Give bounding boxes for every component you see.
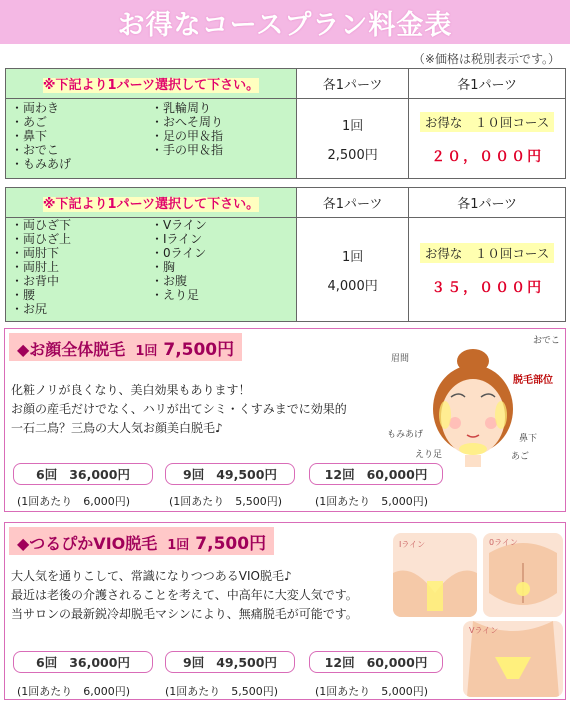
part-item: ・手の甲＆指 (151, 143, 224, 157)
plan-label: 12回 (324, 655, 355, 670)
plan-price: 60,000円 (366, 467, 428, 482)
section-title-text: ◆つるぴかVIO脱毛 (17, 534, 158, 553)
course-cell (409, 218, 566, 322)
once-price: 2,500円 (327, 147, 378, 163)
part-item: ・あご (11, 115, 48, 129)
once-cell (297, 218, 409, 322)
parts-column-left (11, 101, 151, 171)
per-visit-6: (1回あたり 6,000円) (17, 685, 131, 698)
description-line: 化粧ノリが良くなり、美白効果もあります！ (11, 383, 251, 397)
label-forehead: おでこ (533, 336, 560, 346)
parts-list (6, 99, 297, 179)
plan-price: 36,000円 (69, 655, 130, 670)
part-item: ・腰 (11, 288, 36, 302)
plan-price: 36,000円 (69, 467, 130, 482)
plan-label: 6回 (36, 655, 58, 670)
parts-column-right (151, 218, 291, 316)
plan-12 (309, 463, 443, 485)
plan-price: 49,500円 (216, 467, 277, 482)
part-item: ・おでこ (11, 143, 59, 157)
part-item: ・おへそ周り (151, 115, 224, 129)
plan-price: 49,500円 (216, 655, 277, 670)
label-v-line: Vライン (469, 626, 499, 635)
once-price: 4,000円 (327, 278, 378, 294)
part-item: ・両ひざ上 (11, 232, 72, 246)
part-item: ・0ライン (151, 246, 207, 260)
section-price: 7,500円 (195, 534, 267, 554)
plan-6 (13, 651, 153, 673)
price-table-1 (5, 68, 566, 179)
section-description (11, 381, 347, 438)
column-head-once: 各1パーツ (297, 188, 409, 218)
plan-12 (309, 651, 443, 673)
part-item: ・Vライン (151, 218, 207, 232)
part-item: ・両ひざ下 (11, 218, 72, 232)
part-item: ・両肘上 (11, 260, 60, 274)
parts-column-left (11, 218, 151, 316)
label-glabella: 眉間 (391, 354, 410, 364)
label-sideburn: もみあげ (387, 430, 424, 440)
plan-price: 60,000円 (366, 655, 428, 670)
plan-9 (165, 463, 295, 485)
section-count: 1回 (167, 538, 190, 553)
once-label: 1回 (341, 118, 364, 134)
vio-section (4, 522, 566, 700)
course-cell (409, 99, 566, 179)
label-title: 脱毛部位 (513, 375, 553, 386)
part-item: ・両肘下 (11, 246, 60, 260)
plan-6 (13, 463, 153, 485)
section-price: 7,500円 (163, 340, 235, 360)
description-line: 一石二鳥？三鳥の大人気お顔美白脱毛♪ (11, 421, 223, 435)
select-label: ※下記より1パーツ選択して下さい。 (6, 188, 297, 218)
per-visit-6: (1回あたり 6,000円) (17, 495, 131, 508)
course-label: お得な １０回コース (420, 112, 554, 132)
once-label: 1回 (341, 249, 364, 265)
per-visit-9: (1回あたり 5,500円) (165, 685, 279, 698)
description-line: お顔の産毛だけでなく、ハリが出てシミ・くすみまでに効果的 (11, 402, 347, 416)
per-visit-12: (1回あたり 5,000円) (315, 685, 429, 698)
course-price: ２０，０００円 (431, 148, 544, 165)
section-title-text: ◆お顔全体脱毛 (17, 340, 126, 359)
part-item: ・Iライン (151, 232, 203, 246)
label-upper-lip: 鼻下 (519, 434, 538, 444)
label-chin: あご (511, 452, 530, 462)
column-head-course: 各1パーツ (409, 69, 566, 99)
part-item: ・鼻下 (11, 129, 48, 143)
description-line: 大人気を通りこして、常識になりつつあるVIO脱毛♪ (11, 569, 292, 583)
label-nape: えり足 (415, 450, 443, 460)
part-item: ・両わき (11, 101, 60, 115)
face-section (4, 328, 566, 512)
part-item: ・お腹 (151, 274, 188, 288)
part-item: ・もみあげ (11, 157, 72, 171)
column-head-once: 各1パーツ (297, 69, 409, 99)
part-item: ・お尻 (11, 302, 48, 316)
once-cell (297, 99, 409, 179)
parts-column-right (151, 101, 291, 171)
column-head-course: 各1パーツ (409, 188, 566, 218)
price-table-2 (5, 187, 566, 322)
vio-image-i-line (393, 533, 477, 617)
plan-9 (165, 651, 295, 673)
section-description (11, 567, 358, 624)
label-o-line: 0ライン (489, 538, 518, 547)
label-i-line: Iライン (399, 540, 426, 549)
part-item: ・お背中 (11, 274, 60, 288)
description-line: 当サロンの最新鋭冷却脱毛マシンにより、無痛脱毛が可能です。 (11, 607, 358, 621)
parts-list (6, 218, 297, 322)
part-item: ・乳輪周り (151, 101, 212, 115)
select-label: ※下記より1パーツ選択して下さい。 (6, 69, 297, 99)
description-line: 最近は老後の介護されることを考えて、中高年に大変人気です。 (11, 588, 358, 602)
plan-label: 12回 (324, 467, 355, 482)
course-price: ３５，０００円 (431, 279, 544, 296)
part-item: ・えり足 (151, 288, 200, 302)
tax-note: （※価格は税別表示です。） (412, 52, 560, 66)
part-item: ・胸 (151, 260, 176, 274)
plan-label: 9回 (183, 467, 205, 482)
face-diagram (385, 331, 565, 467)
vio-image-v-line (463, 621, 563, 697)
section-title (9, 527, 274, 555)
per-visit-9: (1回あたり 5,500円) (169, 495, 283, 508)
vio-image-o-line (483, 533, 563, 617)
page-header (0, 0, 570, 44)
plan-label: 9回 (183, 655, 205, 670)
course-label: お得な １０回コース (420, 243, 554, 263)
section-count: 1回 (135, 344, 158, 359)
plan-label: 6回 (36, 467, 58, 482)
part-item: ・足の甲＆指 (151, 129, 224, 143)
per-visit-12: (1回あたり 5,000円) (315, 495, 429, 508)
page-title: お得なコースプラン料金表 (117, 9, 453, 41)
section-title (9, 333, 242, 361)
